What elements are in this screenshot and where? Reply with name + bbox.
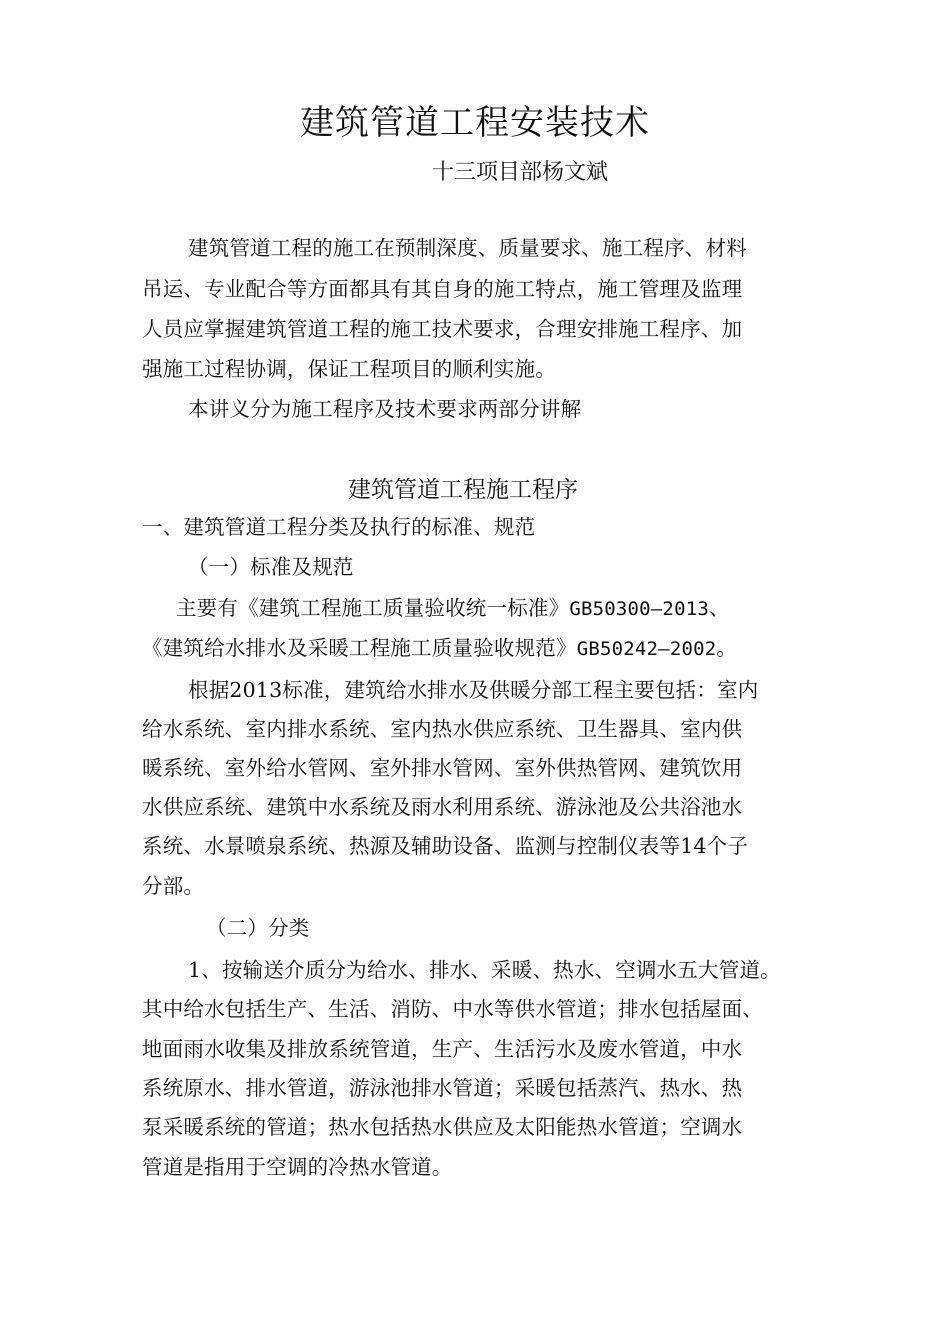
section-title: 建筑管道工程施工程序 <box>348 477 578 503</box>
intro-line: 人员应掌握建筑管道工程的施工技术要求，合理安排施工程序、加 <box>142 317 743 341</box>
document-title: 建筑管道工程安装技术 <box>300 103 650 143</box>
classification-line: 管道是指用于空调的冷热水管道。 <box>142 1155 453 1179</box>
standards-text: 主要有《建筑工程施工质量验收统一标准》 <box>176 596 570 620</box>
classification-line: 地面雨水收集及排放系统管道，生产、生活污水及废水管道，中水 <box>142 1037 743 1061</box>
basis-line: 给水系统、室内排水系统、室内热水供应系统、卫生器具、室内供 <box>142 717 743 741</box>
subheading-classification: （二）分类 <box>206 916 310 940</box>
basis-line: 水供应系统、建筑中水系统及雨水利用系统、游泳池及公共浴池水 <box>142 795 743 819</box>
author-line: 十三项目部杨文斌 <box>432 160 609 185</box>
intro-line: 建筑管道工程的施工在预制深度、质量要求、施工程序、材料 <box>188 236 747 260</box>
standards-text: 《建筑给水排水及采暖工程施工质量验收规范》 <box>142 636 577 660</box>
intro-note: 本讲义分为施工程序及技术要求两部分讲解 <box>188 397 582 421</box>
standard-code: GB50242—2002 <box>576 638 717 660</box>
classification-line: 1、按输送介质分为给水、排水、采暖、热水、空调水五大管道。 <box>188 958 781 982</box>
classification-line: 泵采暖系统的管道；热水包括热水供应及太阳能热水管道；空调水 <box>142 1115 743 1139</box>
standards-line-1 <box>176 593 730 624</box>
basis-line: 暖系统、室外给水管网、室外排水管网、室外供热管网、建筑饮用 <box>142 756 743 780</box>
basis-line: 根据2013标准，建筑给水排水及供暖分部工程主要包括：室内 <box>188 678 759 702</box>
subheading-standards: （一）标准及规范 <box>188 555 354 579</box>
intro-line: 强施工过程协调，保证工程项目的顺利实施。 <box>142 357 556 381</box>
basis-line: 系统、水景喷泉系统、热源及辅助设备、监测与控制仪表等14个子 <box>142 834 749 858</box>
standards-punct: 。 <box>716 636 738 660</box>
basis-line: 分部。 <box>142 874 205 898</box>
intro-line: 吊运、专业配合等方面都具有其自身的施工特点，施工管理及监理 <box>142 277 743 301</box>
classification-line: 其中给水包括生产、生活、消防、中水等供水管道；排水包括屋面、 <box>142 997 763 1021</box>
classification-line: 系统原水、排水管道，游泳池排水管道；采暖包括蒸汽、热水、热 <box>142 1076 743 1100</box>
heading-1: 一、建筑管道工程分类及执行的标准、规范 <box>142 515 536 539</box>
standards-punct: 、 <box>708 596 730 620</box>
standard-code: GB50300—2013 <box>569 598 709 620</box>
standards-line-2 <box>142 633 737 664</box>
